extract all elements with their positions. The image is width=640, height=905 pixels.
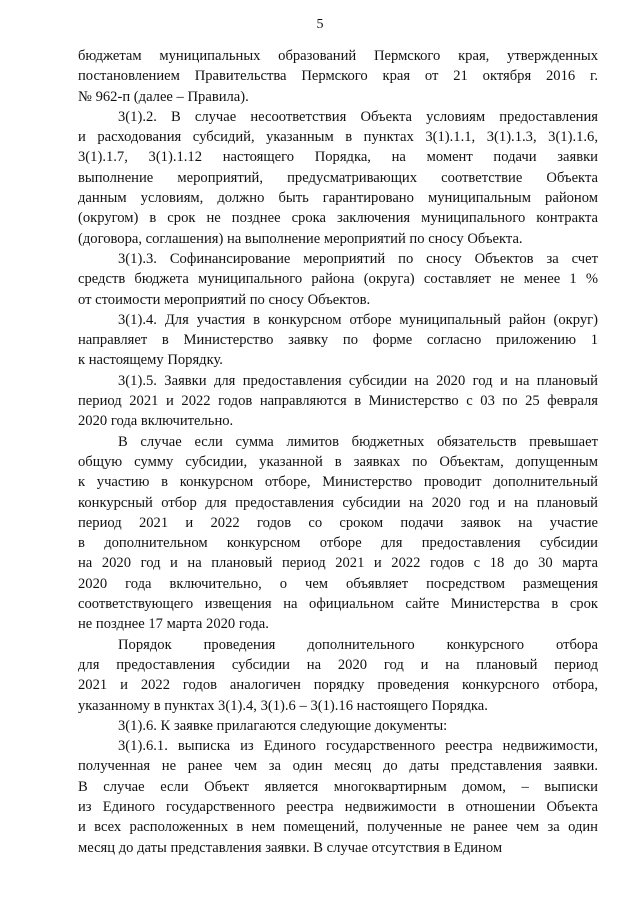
text-line: от стоимости мероприятий по сносу Объектов. bbox=[78, 291, 371, 308]
text-line: общую сумму субсидии, указанной в заявках по Объектам, допущенным bbox=[78, 453, 598, 470]
text-line: 2020 года включительно, о чем объявляет посредством размещения bbox=[78, 575, 598, 592]
text-line: и всех расположенных в нем помещений, полученные не ранее чем за один bbox=[78, 819, 598, 836]
document-body bbox=[78, 46, 598, 858]
text-line: 3(1).6. К заявке прилагаются следующие документы: bbox=[118, 717, 448, 734]
text-line: и расходования субсидий, указанным в пунктах 3(1).1.1, 3(1).1.3, 3(1).1.6, bbox=[78, 129, 598, 146]
text-line: для предоставления субсидии на 2020 год и на плановый период bbox=[78, 656, 598, 673]
paragraph bbox=[78, 249, 598, 310]
paragraph bbox=[78, 371, 598, 432]
text-line: 3(1).1.7, 3(1).1.12 настоящего Порядка, на момент подачи заявки bbox=[78, 149, 598, 166]
text-line: Порядок проведения дополнительного конкурсного отбора bbox=[118, 636, 598, 653]
text-line: направляет в Министерство заявку по форме согласно приложению 1 bbox=[78, 332, 598, 349]
text-line: В случае если сумма лимитов бюджетных обязательств превышает bbox=[118, 433, 598, 450]
paragraph bbox=[78, 736, 598, 858]
text-line: период 2021 и 2022 годов со сроком подачи заявок на участие bbox=[78, 514, 598, 531]
text-line: 3(1).4. Для участия в конкурсном отборе муниципальный район (округ) bbox=[118, 311, 598, 328]
text-line: 3(1).5. Заявки для предоставления субсидии на 2020 год и на плановый bbox=[118, 372, 598, 389]
text-line: бюджетам муниципальных образований Пермского края, утвержденных bbox=[78, 48, 598, 64]
paragraph bbox=[78, 716, 598, 736]
text-line: № 962-п (далее – Правила). bbox=[78, 88, 249, 105]
text-line: месяц до даты представления заявки. В случае отсутствия в Едином bbox=[78, 839, 503, 856]
text-line: указанному в пунктах 3(1).4, 3(1).6 – 3(1).16 настоящего Порядка. bbox=[78, 697, 488, 714]
text-line: соответствующего извещения на официальном сайте Министерства в срок bbox=[78, 596, 598, 613]
paragraph bbox=[78, 635, 598, 716]
text-line: период 2021 и 2022 годов направляются в Министерство с 03 по 25 февраля bbox=[78, 393, 598, 410]
text-line: к участию в конкурсном отборе, Министерство проводит дополнительный bbox=[78, 474, 598, 491]
text-line: 3(1).3. Софинансирование мероприятий по сносу Объектов за счет bbox=[118, 250, 598, 267]
text-line: выполнение мероприятий, предусматривающих соответствие Объекта bbox=[78, 169, 598, 186]
text-line: из Единого государственного реестра недвижимости в отношении Объекта bbox=[78, 798, 598, 815]
text-line: к настоящему Порядку. bbox=[78, 352, 223, 369]
page-number: 5 bbox=[316, 17, 324, 32]
text-line: полученная не ранее чем за один месяц до даты представления заявки. bbox=[78, 758, 598, 775]
paragraph bbox=[78, 46, 598, 107]
text-line: данным условиям, должно быть гарантировано муниципальным районом bbox=[78, 190, 598, 207]
text-line: 3(1).2. В случае несоответствия Объекта условиям предоставления bbox=[118, 108, 598, 125]
text-line: на 2020 год и на плановый период 2021 и 2022 годов с 18 до 30 марта bbox=[78, 555, 598, 572]
paragraph bbox=[78, 310, 598, 371]
paragraph bbox=[78, 107, 598, 249]
text-line: 2020 года включительно. bbox=[78, 413, 234, 430]
text-line: (договора, соглашения) на выполнение мероприятий по сносу Объекта. bbox=[78, 230, 523, 247]
text-line: постановлением Правительства Пермского края от 21 октября 2016 г. bbox=[78, 68, 598, 85]
text-line: средств бюджета муниципального района (округа) составляет не менее 1 % bbox=[78, 271, 598, 288]
text-line: 3(1).6.1. выписка из Единого государственного реестра недвижимости, bbox=[118, 738, 598, 755]
paragraph bbox=[78, 432, 598, 635]
text-line: В случае если Объект является многоквартирным домом, – выписки bbox=[78, 778, 598, 795]
text-line: (округом) в срок не позднее срока заключения муниципального контракта bbox=[78, 210, 598, 227]
text-line: не позднее 17 марта 2020 года. bbox=[78, 616, 269, 633]
text-line: конкурсный отбор для предоставления субсидии на 2020 год и на плановый bbox=[78, 494, 598, 511]
text-line: в дополнительном конкурсном отборе для предоставления субсидии bbox=[78, 535, 598, 552]
text-line: 2021 и 2022 годов аналогичен порядку проведения конкурсного отбора, bbox=[78, 677, 598, 694]
